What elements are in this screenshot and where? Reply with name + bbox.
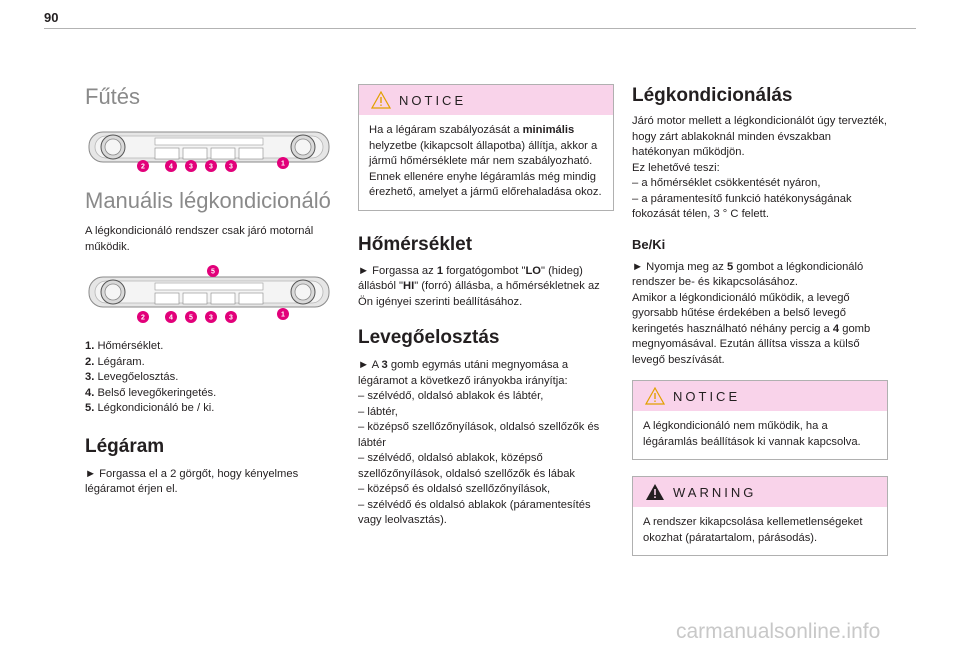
climate-panel-illustration-2 bbox=[85, 265, 333, 325]
callout-2: 2 bbox=[141, 314, 145, 322]
notice-text: Ha a légáram szabályozását a minimális helyzetbe (kikapcsolt állapotba) állítja, akkor a jármű hőmérséklete már nem szabályozható. Ennek ellenére enyhe légáramlás még mindig érezhető, amelyet a jármű előrehaladása okoz. bbox=[369, 124, 602, 198]
beki-text-1: ► Nyomja meg az 5 gombot a légkondicionáló rendszer be- és kikapcsolásához. bbox=[632, 260, 864, 288]
heading-legkondicionalas: Légkondicionálás bbox=[632, 85, 793, 106]
eloszt-item: – szélvédő és oldalsó ablakok (páramentesítés vagy leolvasztás). bbox=[358, 498, 591, 526]
warning-filled-triangle-icon bbox=[645, 483, 665, 501]
warning-triangle-icon bbox=[645, 387, 665, 405]
callout-4: 4 bbox=[169, 163, 173, 171]
column-right bbox=[632, 84, 888, 556]
warning-title: WARNING bbox=[673, 485, 757, 500]
heading-homerseklet: Hőmérséklet bbox=[358, 233, 473, 255]
callout-5-top: 5 bbox=[211, 268, 215, 276]
callout-1: 1 bbox=[281, 311, 285, 319]
legend-item: 4. Belső levegőkeringetés. bbox=[85, 386, 217, 399]
legkond-lead: Ez lehetővé teszi: bbox=[632, 161, 720, 174]
eloszt-intro: ► A 3 gomb egymás utáni megnyomása a légáramot a következő irányokba irányítja: bbox=[358, 359, 569, 387]
legkond-text: Járó motor mellett a légkondicionálót úgy tervezték, hogy zárt ablakoknál minden évszakban hatékonyan működjön. bbox=[632, 115, 887, 158]
notice-box bbox=[358, 84, 614, 211]
notice-box-2 bbox=[632, 380, 888, 460]
notice-title: NOTICE bbox=[673, 389, 741, 404]
column-middle bbox=[358, 84, 616, 529]
page-number: 90 bbox=[44, 10, 59, 25]
eloszt-item: – szélvédő, oldalsó ablakok, középső szellőzőnyílások, oldalsó szellőzők és lábak bbox=[358, 452, 576, 480]
eloszt-item: – szélvédő, oldalsó ablakok és lábtér, bbox=[358, 390, 544, 402]
legend-item: 5. Légkondicionáló be / ki. bbox=[85, 402, 215, 414]
manual-intro: A légkondicionáló rendszer csak járó motornál működik. bbox=[85, 225, 314, 253]
warning-box bbox=[632, 476, 888, 556]
heading-futes: Fűtés bbox=[85, 84, 141, 109]
legend-item: 1. Hőmérséklet. bbox=[85, 340, 164, 352]
watermark: carmanualsonline.info bbox=[676, 620, 881, 643]
warning-text: A rendszer kikapcsolása kellemetlenségeket okozhat (páratartalom, párásodás). bbox=[643, 516, 863, 544]
legkond-item: – a páramentesítő funkció hatékonyságának fokozását télen, 3 ° C felett. bbox=[632, 192, 852, 220]
legaram-text: ► Forgassa el a 2 görgőt, hogy kényelmes légáramot érjen el. bbox=[85, 467, 299, 495]
column-left bbox=[85, 70, 333, 498]
callout-3a: 3 bbox=[209, 314, 213, 322]
callout-3c: 3 bbox=[229, 163, 233, 171]
callout-4: 4 bbox=[169, 314, 173, 322]
warning-triangle-icon bbox=[371, 91, 391, 109]
beki-text-2: Amikor a légkondicionáló működik, a levegő gyorsabb hűtése érdekében a belső levegő keringetés használható néhány percig a 4 gomb megnyomásával. Ezután állítsa vissza a külső levegő beszívását. bbox=[632, 291, 871, 366]
legkond-item: – a hőmérséklet csökkentését nyáron, bbox=[632, 177, 821, 189]
callout-3a: 3 bbox=[189, 163, 193, 171]
heading-legaram: Légáram bbox=[85, 435, 165, 457]
callout-2: 2 bbox=[141, 163, 145, 171]
header-divider bbox=[44, 28, 916, 29]
homerseklet-text: ► Forgassa az 1 forgatógombot "LO" (hideg) állásból "HI" (forró) állásba, a hőmérsékletnek az Ön igényei szerinti beállításához. bbox=[358, 264, 600, 308]
callout-5: 5 bbox=[189, 314, 193, 322]
notice-text: A légkondicionáló nem működik, ha a légáramlás beállítások ki vannak kapcsolva. bbox=[643, 420, 861, 448]
climate-panel-illustration-1 bbox=[85, 124, 333, 174]
callout-3b: 3 bbox=[229, 314, 233, 322]
eloszt-item: – középső és oldalsó szellőzőnyílások, bbox=[358, 483, 551, 495]
notice-title: NOTICE bbox=[399, 93, 467, 108]
heading-levegoelosztas: Levegőelosztás bbox=[358, 327, 500, 348]
heading-beki: Be/Ki bbox=[632, 236, 666, 252]
heading-manual-ac: Manuális légkondicionáló bbox=[85, 188, 331, 213]
eloszt-item: – lábtér, bbox=[358, 405, 398, 418]
legend-item: 2. Légáram. bbox=[85, 355, 145, 368]
legend-list bbox=[85, 339, 333, 417]
callout-3b: 3 bbox=[209, 163, 213, 171]
callout-1: 1 bbox=[281, 160, 285, 168]
legend-item: 3. Levegőelosztás. bbox=[85, 371, 179, 383]
eloszt-item: – középső szellőzőnyílások, oldalsó szellőzők és lábtér bbox=[358, 421, 600, 449]
